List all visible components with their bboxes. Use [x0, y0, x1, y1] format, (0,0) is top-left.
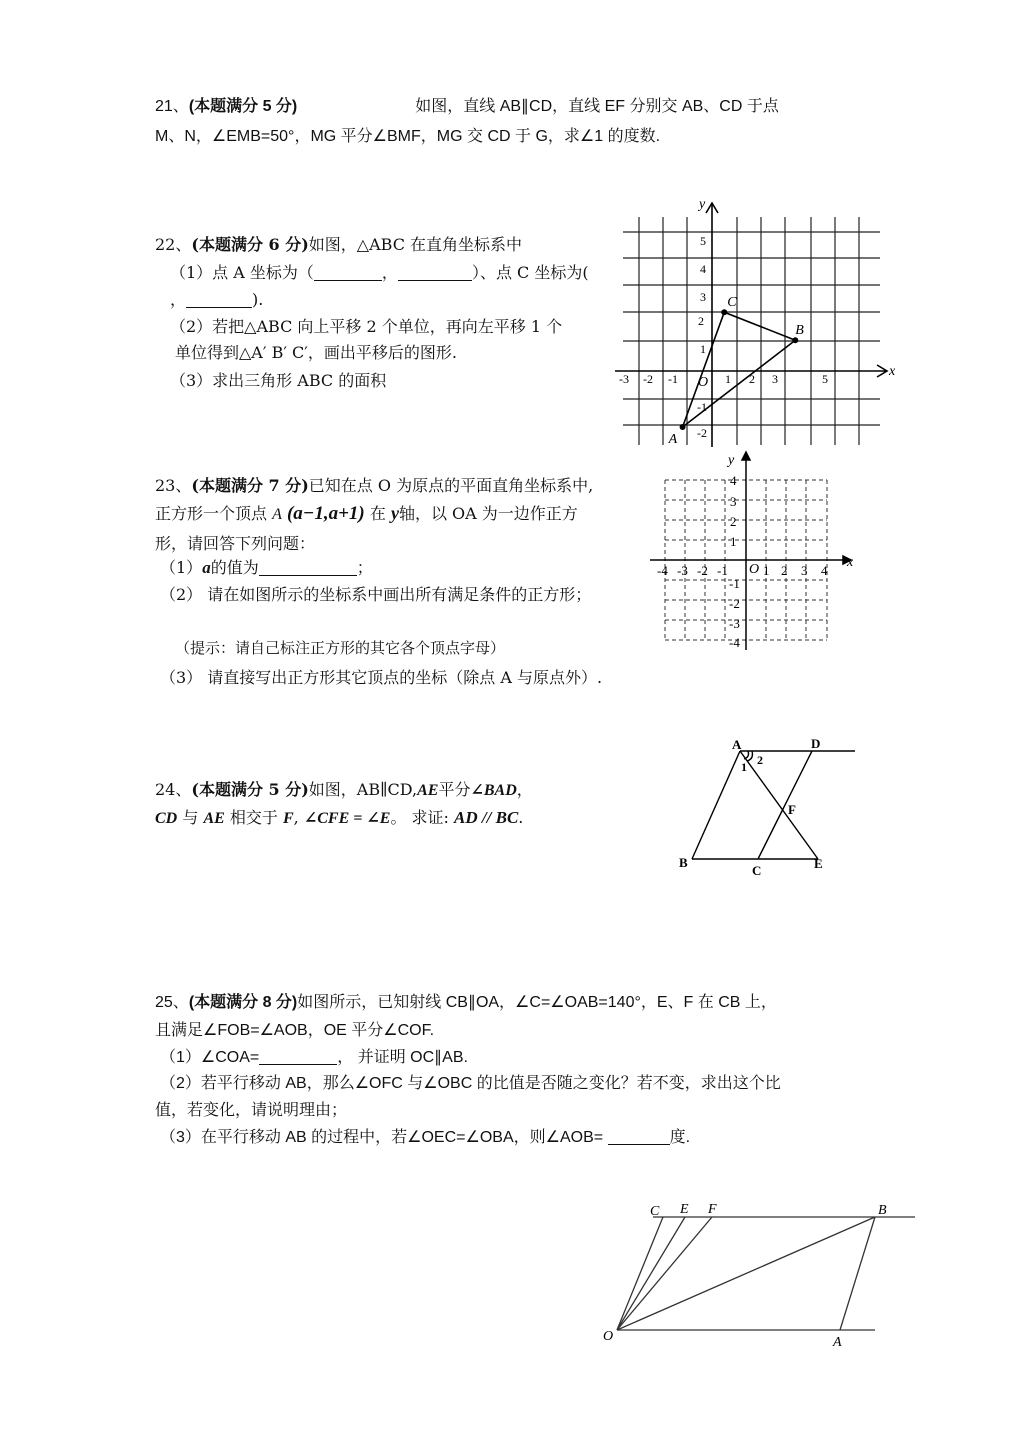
q22-y-tick: 3	[700, 290, 706, 304]
q25-blank-coa[interactable]	[259, 1048, 337, 1065]
q24-score: (本题满分 5 分)	[191, 780, 309, 799]
q22-x-tick: 2	[749, 372, 755, 386]
q22-y-tick: 1	[700, 342, 706, 356]
q22-point-label-b: B	[795, 323, 804, 339]
q25-label-e: E	[680, 1202, 689, 1217]
q24-text-2d: 。 求证:	[390, 808, 449, 827]
q22-part1-comma: ，	[381, 263, 398, 282]
q22-y-axis-label: y	[699, 197, 706, 212]
q24-label-a: A	[732, 737, 742, 752]
q23-coordinate-expr: (a−1,a+1)	[286, 503, 365, 524]
q22-blank-a-y[interactable]	[398, 264, 472, 281]
q22-part1-cont	[170, 290, 263, 310]
q25-label-o: O	[603, 1329, 614, 1344]
q22-y-tick: 5	[700, 234, 706, 248]
q23-x-tick: -3	[677, 563, 688, 578]
q23-line1	[155, 476, 593, 496]
q23-blank-a[interactable]	[259, 559, 357, 576]
q23-part3: （3） 请直接写出正方形其它顶点的坐标（除点 A 与原点外）.	[160, 668, 603, 687]
q22-x-tick: -2	[643, 372, 653, 386]
q22-x-tick: 1	[725, 372, 731, 386]
q25-part3	[160, 1128, 690, 1148]
q22-number: 22、	[155, 235, 192, 254]
q24-text-2c: ,	[293, 808, 299, 827]
q23-part1	[160, 558, 373, 578]
q21-text-1: 如图，直线 AB∥CD，直线 EF 分别交 AB、CD 于点	[415, 98, 779, 115]
q25-figure	[595, 1195, 925, 1355]
q23-y-tick: 4	[730, 473, 737, 488]
q25-part3-text-a: （3）在平行移动 AB 的过程中，若∠OEC=∠OBA，则∠AOB=	[160, 1129, 604, 1146]
q23-y-tick: -2	[729, 596, 740, 611]
q24-label-b: B	[679, 855, 688, 870]
q24-label-e: E	[814, 856, 823, 871]
q24-label-2: 2	[757, 753, 763, 767]
q23-text-2b: 在	[369, 504, 386, 523]
q22-intro-text: 如图，△ABC 在直角坐标系中	[308, 235, 523, 254]
q25-text-1: 如图所示，已知射线 CB∥OA，∠C=∠OAB=140°，E、F 在 CB 上，	[297, 994, 777, 1011]
q23-number: 23、	[155, 476, 192, 495]
q24-ae-1: AE	[417, 782, 439, 799]
q22-blank-c[interactable]	[186, 291, 252, 308]
q23-coordinate-graph	[645, 450, 860, 655]
q22-y-tick: -1	[697, 400, 707, 414]
q25-part2a: （2）若平行移动 AB，那么∠OFC 与∠OBC 的比值是否随之变化？若不变，求出这个比	[160, 1075, 781, 1092]
q22-blank-a-x[interactable]	[314, 264, 382, 281]
q22-part1-comma2: ，	[170, 290, 187, 309]
q23-text-2c: 轴，以 OA 为一边作正方	[398, 504, 578, 523]
q25-part2b: 值，若变化，请说明理由；	[155, 1102, 348, 1119]
q23-x-axis-label: x	[847, 555, 854, 570]
q24-label-c: C	[752, 863, 762, 878]
q24-line1	[155, 780, 533, 801]
q24-angle-bad: ∠BAD	[470, 782, 517, 799]
q25-number: 25、	[155, 994, 189, 1011]
q23-var-a: a	[202, 558, 211, 577]
q25-blank-aob[interactable]	[608, 1128, 670, 1145]
q23-y-tick: 1	[730, 534, 737, 549]
q23-y-tick: 3	[730, 494, 737, 509]
q23-hint: （提示：请自己标注正方形的其它各个顶点字母）	[175, 639, 506, 657]
q24-text-1c: ，	[516, 780, 533, 799]
q23-y-tick: 2	[730, 514, 737, 529]
q22-part1	[170, 263, 589, 283]
q24-label-f: F	[788, 802, 796, 817]
q25-label-c: C	[650, 1204, 660, 1219]
q23-y-tick: -1	[729, 576, 740, 591]
q23-score: (本题满分 7 分)	[191, 476, 309, 495]
q25-label-a: A	[833, 1335, 842, 1350]
q23-part1-label: （1）	[160, 558, 203, 577]
q21-score: (本题满分 5 分)	[188, 98, 298, 115]
q22-x-tick: 3	[772, 372, 778, 386]
q24-condition: ∠CFE = ∠E	[303, 810, 391, 827]
q24-f: F	[282, 810, 294, 827]
q22-x-axis-label: x	[889, 364, 896, 379]
q23-y-var: y	[390, 503, 399, 523]
q24-text-2a: 与	[182, 808, 199, 827]
q23-x-tick: -1	[717, 563, 728, 578]
q25-part1-text-a: （1）∠COA=	[160, 1049, 260, 1066]
q22-y-tick: 4	[700, 262, 706, 276]
q23-x-tick: 4	[821, 563, 828, 578]
q24-goal: AD // BC	[454, 808, 519, 827]
q21-number: 21、	[155, 98, 189, 115]
q23-x-tick: 2	[781, 563, 788, 578]
q23-line2	[155, 503, 578, 525]
q22-point-label-c: C	[727, 295, 737, 311]
q24-text-1a: 如图，AB∥CD,	[308, 780, 418, 799]
q22-part1-text-a: （1）点 A 坐标为（	[170, 263, 314, 282]
q24-cd: CD	[155, 810, 178, 827]
q22-x-tick: 5	[822, 372, 828, 386]
q22-score: (本题满分 6 分)	[191, 235, 309, 254]
q22-intro	[155, 235, 522, 255]
q22-x-tick: -1	[668, 372, 678, 386]
q23-y-tick: -3	[729, 616, 740, 631]
q24-ae-2: AE	[203, 810, 225, 827]
q22-part2a: （2）若把△ABC 向上平移 2 个单位，再向左平移 1 个	[170, 317, 563, 336]
q23-y-tick: -4	[729, 635, 740, 650]
q25-part1	[160, 1048, 468, 1068]
q25-score: (本题满分 8 分)	[188, 994, 298, 1011]
q24-label-d: D	[811, 736, 821, 751]
q24-text-1b: 平分	[438, 780, 471, 799]
q24-label-1: 1	[741, 760, 747, 774]
q23-point-a: A	[272, 506, 282, 523]
q22-part3: （3）求出三角形 ABC 的面积	[170, 371, 387, 390]
q25-line1	[155, 993, 777, 1013]
q23-x-tick: -2	[697, 563, 708, 578]
q23-line3: 形，请回答下列问题：	[155, 534, 316, 553]
q23-x-tick: 3	[801, 563, 808, 578]
q22-part1-end: ).	[252, 290, 264, 309]
q22-origin-label: O	[698, 375, 709, 390]
q23-y-axis-label: y	[728, 453, 735, 468]
q23-x-tick: -4	[657, 563, 668, 578]
q25-label-b: B	[878, 1203, 887, 1218]
q23-part1-text: 的值为	[210, 558, 259, 577]
q21-line1	[155, 97, 779, 117]
q22-part2b: 单位得到△A′ B′ C′，画出平移后的图形.	[175, 343, 458, 362]
q22-coordinate-graph	[615, 195, 905, 450]
q22-y-tick: 2	[698, 314, 704, 328]
q25-line2: 且满足∠FOB=∠AOB，OE 平分∠COF.	[155, 1022, 435, 1039]
q23-part2: （2） 请在如图所示的坐标系中画出所有满足条件的正方形；	[160, 585, 592, 604]
q24-number: 24、	[155, 780, 192, 799]
q22-point-a	[680, 424, 686, 430]
q23-text-1: 已知在点 O 为原点的平面直角坐标系中,	[308, 476, 594, 495]
q21-text-2: M、N，∠EMB=50°，MG 平分∠BMF，MG 交 CD 于 G，求∠1 的度数.	[155, 128, 661, 145]
q24-figure	[670, 735, 870, 885]
q25-part1-text-b: ， 并证明 OC∥AB.	[337, 1049, 468, 1066]
q24-line2	[155, 808, 523, 829]
q24-text-2b: 相交于	[229, 808, 278, 827]
q23-origin-label: O	[749, 562, 760, 577]
q22-part1-text-c: ）、点 C 坐标为(	[471, 263, 589, 282]
q23-text-2a: 正方形一个顶点	[155, 504, 268, 523]
q24-text-2e: .	[518, 808, 524, 827]
q25-label-f: F	[708, 1202, 717, 1217]
q22-point-label-a: A	[668, 432, 678, 447]
q25-part3-text-b: 度.	[669, 1129, 691, 1146]
q23-x-tick: 1	[763, 563, 770, 578]
q22-y-tick: -2	[697, 426, 707, 440]
q22-x-tick: -3	[619, 372, 629, 386]
q23-part1-end: ；	[356, 558, 373, 577]
